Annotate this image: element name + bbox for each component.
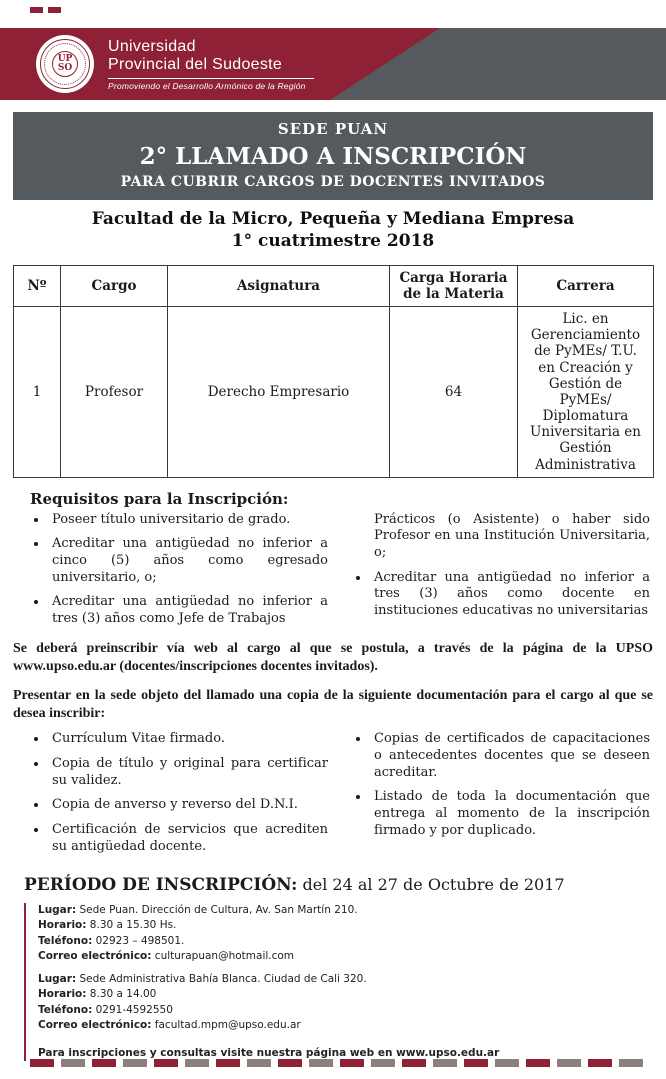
- call-subtitle: PARA CUBRIR CARGOS DE DOCENTES INVITADOS: [120, 173, 546, 190]
- seal-monogram-bottom: SO: [57, 63, 73, 73]
- contact-label: Horario:: [38, 988, 87, 1001]
- col-header-carrera: Carrera: [518, 265, 654, 306]
- periodo-value: del 24 al 27 de Octubre de 2017: [297, 875, 565, 895]
- contact-value: Sede Administrativa Bahía Blanca. Ciudad de Cali 320.: [76, 973, 367, 986]
- cell-asignatura: Derecho Empresario: [168, 306, 390, 477]
- cell-carrera: Lic. en Gerenciamiento de PyMEs/ T.U. en Creación y Gestión de PyMEs/ Diplomatura Universitaria en Gestión Administrativa: [518, 306, 654, 477]
- contact-value: 02923 – 498501.: [92, 934, 185, 947]
- documentacion-list: [0, 731, 666, 863]
- contact-block: [24, 903, 650, 1061]
- sede-title: SEDE PUAN: [277, 120, 389, 138]
- contact-line: [38, 1003, 650, 1018]
- col-header-numero: Nº: [14, 265, 61, 306]
- requisitos-heading: Requisitos para la Inscripción:: [30, 489, 289, 508]
- contact-line: [38, 918, 650, 933]
- contact-footer: Para inscripciones y consultas visite nuestra página web en www.upso.edu.ar: [38, 1046, 500, 1059]
- presentar-paragraph: Presentar en la sede objeto del llamado una copia de la siguiente documentación para el cargo al que se desea inscribir:: [13, 687, 653, 721]
- requisitos-right-column: [352, 512, 650, 636]
- university-name-line2: Provincial del Sudoeste: [108, 56, 283, 74]
- university-name-line1: Universidad: [108, 38, 196, 55]
- bottom-decorative-dashes: [30, 1059, 650, 1067]
- contact-label: Lugar:: [38, 904, 77, 917]
- contact-label: Teléfono:: [38, 934, 93, 947]
- header-separator-line: [108, 78, 314, 79]
- contact-label: Correo electrónico:: [38, 1018, 152, 1031]
- documentacion-right-column: [352, 731, 650, 863]
- contact-value: Sede Puan. Dirección de Cultura, Av. San Martín 210.: [76, 904, 358, 917]
- bullet-item: • Copia de título y original para certificar su validez.: [48, 756, 328, 789]
- decorative-dash: [30, 7, 43, 13]
- bullet-item: • Acreditar una antigüedad no inferior a tres (3) años como Jefe de Trabajos: [48, 594, 328, 627]
- header-gray-shape: [330, 28, 666, 100]
- contact-line: [38, 972, 650, 987]
- call-title: 2° LLAMADO A INSCRIPCIÓN: [139, 143, 527, 170]
- faculty-title-line2: 1° cuatrimestre 2018: [231, 231, 435, 252]
- bullet-item: • Listado de toda la documentación que entrega al momento de la inscripción firmado y por duplicado.: [370, 789, 650, 839]
- contact-label: Lugar:: [38, 973, 77, 986]
- contact-label: Horario:: [38, 919, 87, 932]
- seal-text-ring: [44, 43, 86, 85]
- contact-value: 8.30 a 15.30 Hs.: [86, 919, 177, 932]
- bullet-item: • Copia de anverso y reverso del D.N.I.: [48, 797, 328, 814]
- preinscripcion-paragraph: Se deberá preinscribir vía web al cargo al que se postula, a través de la página de la UPSO www.upso.edu.ar (docentes/inscripciones docentes invitados).: [13, 640, 653, 675]
- contact-label: Teléfono:: [38, 1003, 93, 1016]
- positions-table: [13, 265, 654, 478]
- cell-cargo: Profesor: [61, 306, 168, 477]
- upso-seal-logo: [36, 35, 94, 93]
- periodo-heading: [24, 875, 666, 895]
- cell-carga-horaria: 64: [390, 306, 518, 477]
- table-header-row: [14, 265, 654, 306]
- bullet-item: • Acreditar una antigüedad no inferior a tres (3) años como docente en instituciones educativas no universitarias: [370, 570, 650, 620]
- seal-outer-ring: [40, 39, 90, 89]
- university-name: [108, 38, 314, 91]
- periodo-label: PERÍODO DE INSCRIPCIÓN:: [24, 875, 298, 896]
- bullet-item: • Certificación de servicios que acrediten su antigüedad docente.: [48, 822, 328, 855]
- top-decorative-dashes: [30, 7, 666, 13]
- contact-email: culturapuan@hotmail.com: [151, 949, 295, 962]
- col-header-carga-horaria: Carga Horaria de la Materia: [390, 265, 518, 306]
- bullet-continuation: Prácticos (o Asistente) o haber sido Profesor en una Institución Universitaria, o;: [374, 511, 650, 561]
- documentacion-left-column: [30, 731, 328, 863]
- contact-label: Correo electrónico:: [38, 949, 152, 962]
- contact-line: [38, 1018, 650, 1033]
- contact-line: [38, 949, 650, 964]
- contact-value: 0291-4592550: [92, 1003, 173, 1016]
- contact-site-puan: [38, 903, 650, 964]
- call-banner: [13, 112, 653, 200]
- bullet-item: • Copias de certificados de capacitaciones o antecedentes docentes que se deseen acreditar.: [370, 731, 650, 781]
- bullet-item: • Currículum Vitae firmado.: [48, 731, 328, 748]
- header-band: [0, 28, 666, 100]
- bullet-item: • Poseer título universitario de grado.: [48, 512, 328, 529]
- cell-numero: 1: [14, 306, 61, 477]
- requisitos-left-column: [30, 512, 328, 636]
- table-row: [14, 306, 654, 477]
- faculty-title-line1: Facultad de la Micro, Pequeña y Mediana Empresa: [91, 209, 575, 230]
- contact-email: facultad.mpm@upso.edu.ar: [151, 1018, 301, 1031]
- faculty-title: [0, 208, 666, 252]
- university-tagline: Promoviendo el Desarrollo Armónico de la Región: [108, 80, 306, 91]
- decorative-dash: [48, 7, 61, 13]
- bullet-item: • Acreditar una antigüedad no inferior a cinco (5) años como egresado universitario, o;: [48, 536, 328, 586]
- contact-line: [38, 903, 650, 918]
- contact-line: [38, 987, 650, 1002]
- contact-site-bahia-blanca: [38, 972, 650, 1033]
- requisitos-list: [0, 512, 666, 636]
- seal-monogram: [52, 51, 78, 77]
- seal-monogram-top: UP: [57, 54, 73, 64]
- contact-value: 8.30 a 14.00: [86, 988, 157, 1001]
- col-header-cargo: Cargo: [61, 265, 168, 306]
- contact-line: [38, 934, 650, 949]
- col-header-asignatura: Asignatura: [168, 265, 390, 306]
